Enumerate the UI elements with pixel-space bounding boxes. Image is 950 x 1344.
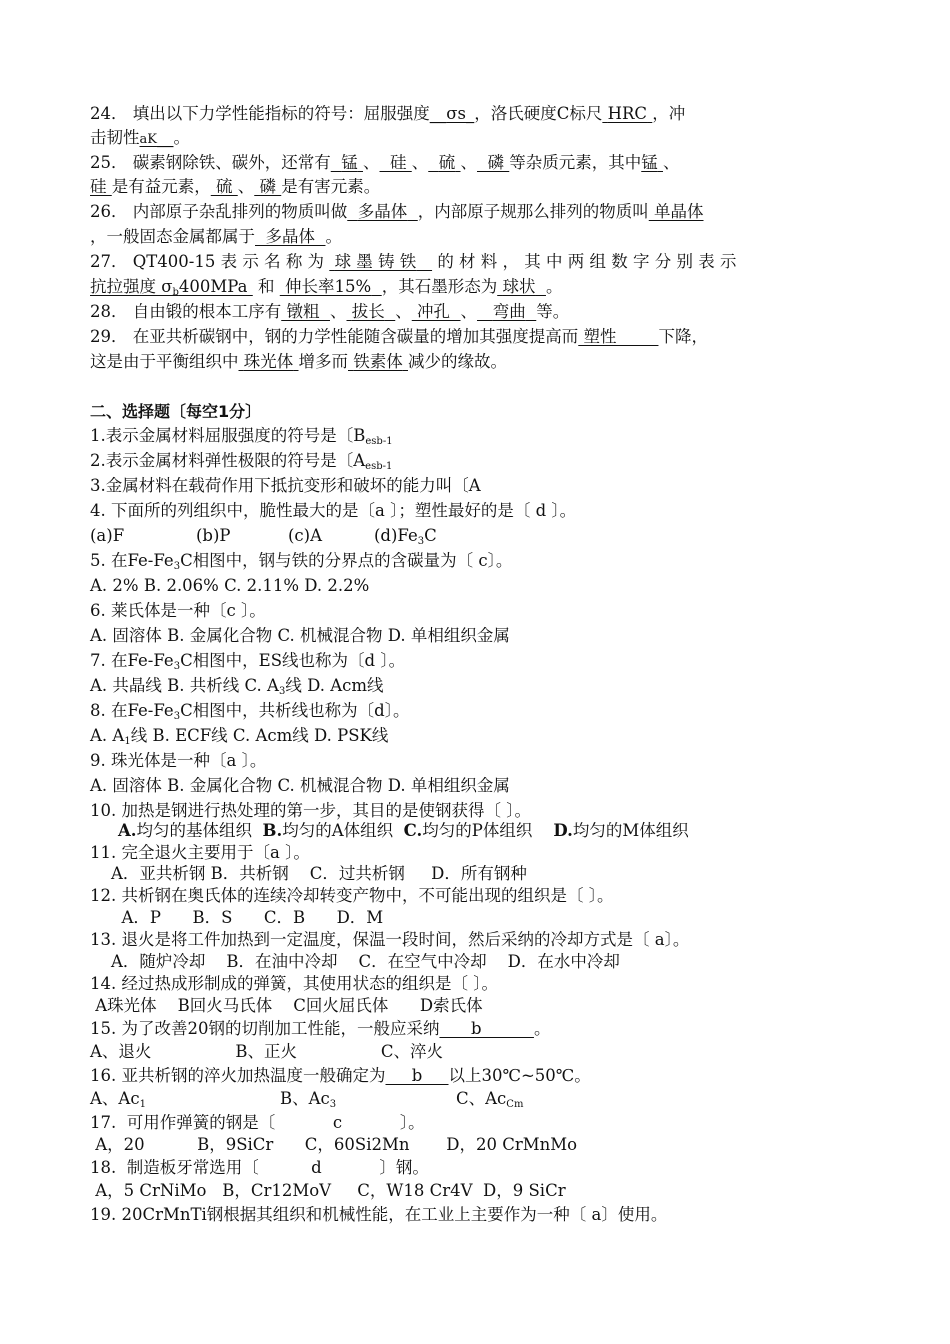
mc-question-5: 5. 在$Fe-Fe_3C$相图中，钢与铁的分界点的含碳量为〔 c〕。 [90,551,513,572]
mc-question-4: 4. 下面所的列组织中，脆性最大的是〔a 〕；塑性最好的是〔 d 〕。 [90,501,577,520]
mc-question-10-options: A.均匀的基体组织 B.均匀的A体组织 C.均匀的P体组织 D.均匀的M体组织 [118,821,689,840]
answer-blank: 硫 [438,153,456,172]
question-24-line-2: 击韧性aK__。 [90,128,190,147]
answer-blank: 磷 [487,153,504,172]
mc-question-13: 13. 退火是将工件加热到一定温度，保温一段时间，然后采纳的冷却方式是〔 a〕。 [90,930,690,949]
answer-blank: 伸长率15% [285,277,372,296]
mc-question-14: 14. 经过热成形制成的弹簧，其使用状态的组织是〔 〕。 [90,974,498,993]
mc-question-11: 11. 完全退火主要用于〔a 〕。 [90,843,310,862]
answer-blank: 多晶体 [265,227,315,246]
answer-blank: 弯曲 [492,302,526,321]
mc-question-19: 19. 20CrMnTi钢根据其组织和机械性能，在工业上主要作为一种〔 a〕使用。 [90,1205,668,1224]
mc-question-6: 6. 莱氏体是一种〔c 〕。 [90,601,266,620]
answer-blank: 锰 [341,153,358,172]
mc-question-11-options: A．亚共析钢 B．共析钢 C．过共析钢 D．所有钢种 [90,864,527,883]
question-28: 28． 自由锻的根本工序有 镦粗 、 拔长 、 冲孔 、 弯曲 等。 [90,302,570,321]
answer-blank: 磷 [259,177,276,196]
answer-blank: 球状 [502,277,536,296]
mc-question-15-options: A、退火 B、正火 C、淬火 [90,1042,444,1061]
mc-question-15: 15. 为了改善20钢的切削加工性能，一般应采纳 b 。 [90,1019,551,1038]
mc-question-9-options: A. 固溶体 B. 金属化合物 C. 机械混合物 D. 单相组织金属 [90,776,510,795]
mc-question-9: 9. 珠光体是一种〔a 〕。 [90,751,267,770]
answer-blank: 冲孔 [417,302,450,321]
question-26-line-1: 26． 内部原子杂乱排列的物质叫做 多晶体 ，内部原子规那么排列的物质叫 单晶体 [90,202,704,221]
question-27-line-1: 27． QT400-15 表 示 名 称 为 球 墨 铸 铁 的 材 料 ， 其 中 两 组 数 字 分 别 表 示 [90,252,737,271]
mc-question-2: 2.表示金属材料弹性极限的符号是〔$A_{esb-1}$ [90,451,393,472]
mc-question-8: 8. 在$Fe-Fe_3C$相图中，共析线也称为〔d〕。 [90,701,410,722]
answer-blank: 单晶体 [654,202,704,221]
question-29-line-2: 这是由于平衡组织中 珠光体 增多而 铁素体 减少的缘故。 [90,352,507,371]
question-24-line-1: 24． 填出以下力学性能指标的符号：屈服强度__σs_，洛氏硬度C标尺 HRC ，冲 [90,104,686,123]
answer-blank: 多晶体 [357,202,408,221]
mc-question-5-options: A. 2% B. 2.06% C. 2.11% D. 2.2% [90,576,370,595]
answer-blank: 抗拉强度 $\sigma_b400MPa$ [90,277,248,298]
answer-blank: b [439,1019,534,1038]
mc-question-16: 16. 亚共析钢的淬火加热温度一般确定为 b 以上30℃~50℃。 [90,1066,591,1085]
mc-question-17-options: A，20 B，9SiCr C，60Si2Mn D，20 CrMnMo [90,1135,578,1154]
mc-question-12-options: A．P B．S C．B D．M [90,908,384,927]
mc-question-17: 17. 可用作弹簧的钢是〔 c 〕。 [90,1113,425,1132]
question-25-line-1: 25． 碳素钢除铁、碳外，还常有 锰 、 硅 、 硫 、 磷 等杂质元素，其中锰 、 [90,153,680,172]
mc-question-7: 7. 在$Fe-Fe_3C$相图中，ES线也称为〔d 〕。 [90,651,406,672]
answer-blank: 塑性 [583,327,617,346]
mc-question-10: 10. 加热是钢进行热处理的第一步，其目的是使钢获得〔 〕。 [90,801,531,820]
answer-blank: aK__ [139,128,174,147]
mc-question-8-options: A. $A_1$线 B. ECF线 C. Acm线 D. PSK线 [90,726,389,747]
question-29-line-1: 29． 在亚共析碳钢中，钢的力学性能随含碳量的增加其强度提高而 塑性 下降， [90,327,708,346]
answer-blank: 硅 [390,153,407,172]
mc-question-7-options: A. 共晶线 B. 共析线 C. $A_3$线 D. Acm线 [90,676,384,697]
question-26-line-2: ，一般固态金属都属于 多晶体 。 [90,227,342,246]
answer-blank: __σs_ [429,104,475,123]
answer-blank: 球 墨 铸 铁 [334,252,417,271]
answer-blank: 铁素体 [353,352,403,371]
mc-question-16-options: A、$Ac_1$ B、$Ac_3$ C、$Ac_{Cm}$ [90,1089,524,1110]
mc-question-4-options: (a)F (b)P (c)A $(d)Fe_3C$ [90,526,437,547]
answer-blank: b [385,1066,449,1085]
answer-blank: 锰 [641,153,658,172]
question-25-line-2: 硅 是有益元素， 硫 、 磷 是有害元素。 [90,177,381,196]
section-2-title: 二、选择题〔每空1分〕 [90,402,262,421]
question-27-line-2: 抗拉强度 $\sigma_b400MPa$ 和 伸长率15% ，其石墨形态为 球状 。 [90,277,563,298]
mc-question-12: 12. 共析钢在奥氏体的连续冷却转变产物中，不可能出现的组织是〔 〕。 [90,886,614,905]
mc-question-18-options: A，5 CrNiMo B，Cr12MoV C，W18 Cr4V D，9 SiCr [90,1181,566,1200]
answer-blank: 镦粗 [286,302,320,321]
mc-question-14-options: A珠光体 B回火马氏体 C回火屈氏体 D索氏体 [90,996,483,1015]
answer-blank: 拔长 [351,302,385,321]
mc-question-18: 18. 制造板牙常选用〔 d 〕钢。 [90,1158,429,1177]
mc-question-1: 1.表示金属材料屈服强度的符号是〔$B_{esb-1}$ [90,426,393,447]
mc-question-6-options: A. 固溶体 B. 金属化合物 C. 机械混合物 D. 单相组织金属 [90,626,510,645]
answer-blank: HRC [607,104,648,123]
answer-blank: 硫 [216,177,233,196]
mc-question-3: 3.金属材料在载荷作用下抵抗变形和破坏的能力叫〔A [90,476,481,495]
answer-blank: 硅 [90,177,107,196]
mc-question-13-options: A．随炉冷却 B．在油中冷却 C．在空气中冷却 D．在水中冷却 [90,952,620,971]
answer-blank: 珠光体 [243,352,294,371]
